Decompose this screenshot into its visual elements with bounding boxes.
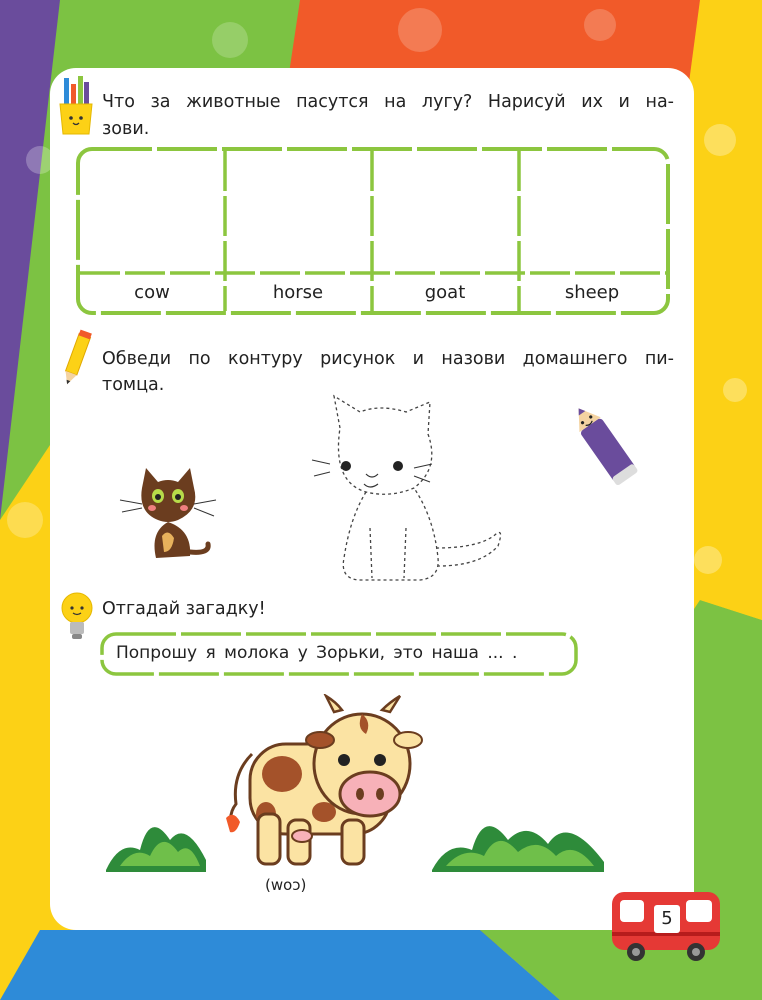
riddle-text: Попрошу я молока у Зорьки, это наша ... . [116, 643, 518, 663]
word-cell-cow: cow [134, 282, 170, 303]
word-cell-goat: goat [424, 282, 466, 303]
riddle-answer: (cow) [265, 876, 307, 894]
kitten-illustration [112, 460, 222, 565]
word-cell-horse: horse [272, 282, 324, 303]
task2-instruction-line2: томца. [102, 375, 165, 395]
crayon-character [566, 400, 644, 492]
task1-instruction-line2: зови. [102, 119, 150, 139]
grass-bush-right [428, 800, 610, 878]
page-number: 5 [654, 905, 680, 933]
lightbulb-icon [58, 590, 96, 642]
trace-cat-outline [310, 388, 506, 584]
task3-title: Отгадай загадку! [102, 599, 266, 619]
task2-instruction-line1: Обведи по контуру рисунок и назови домашнего пи- [102, 349, 674, 369]
pencil-icon [58, 326, 96, 388]
grass-bush-left [100, 800, 212, 878]
pencil-cup-icon [56, 74, 96, 136]
word-cell-sheep: sheep [564, 282, 620, 303]
cow-illustration [222, 694, 442, 870]
task1-instruction-line1: Что за животные пасутся на лугу? Нарисуй их и на- [102, 92, 674, 112]
